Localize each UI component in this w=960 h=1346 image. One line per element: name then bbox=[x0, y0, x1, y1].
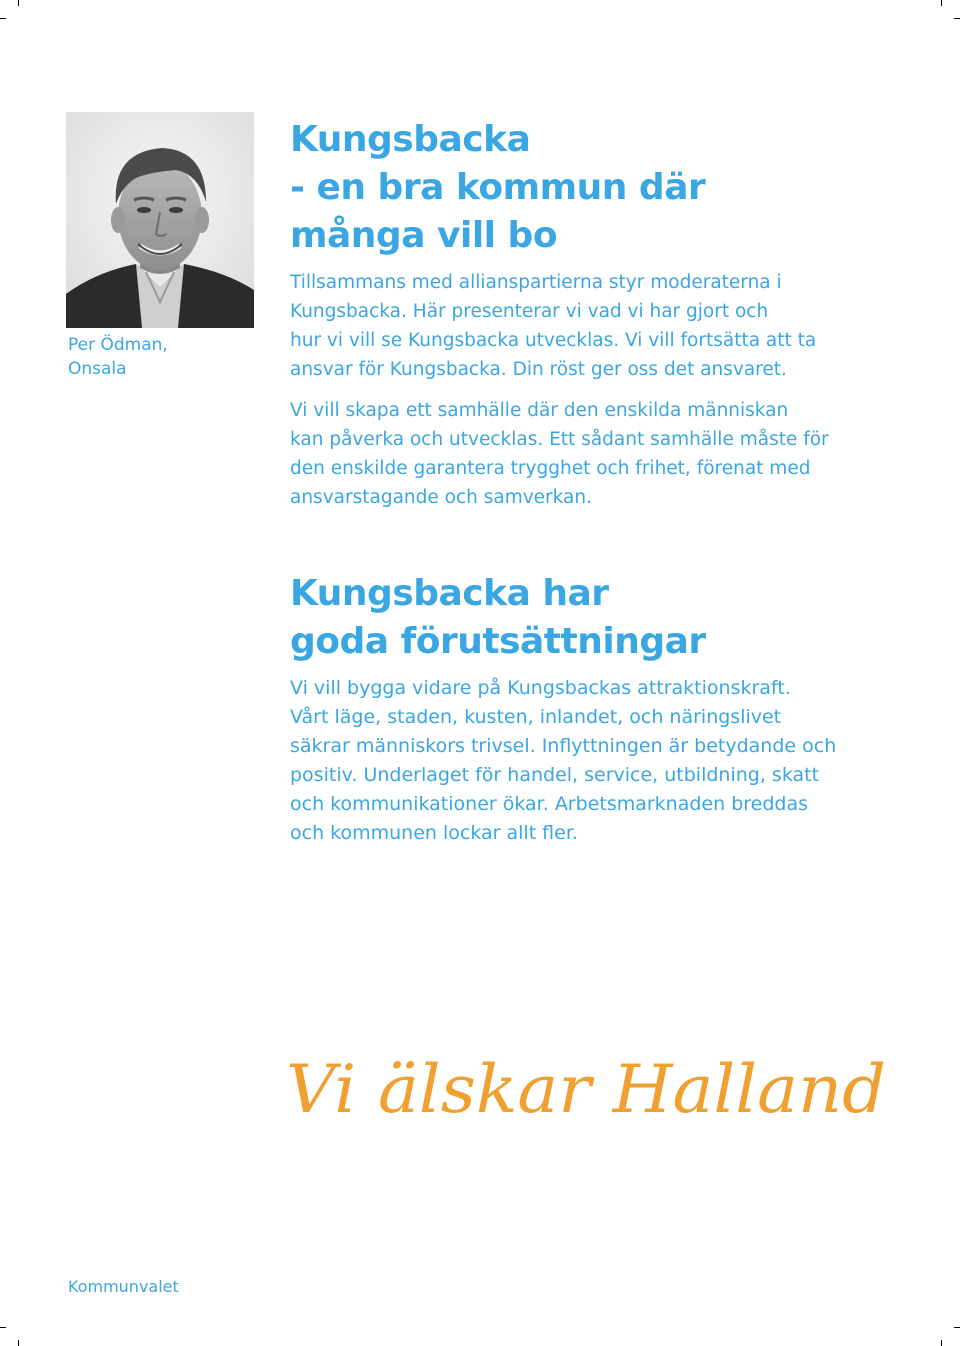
crop-mark bbox=[941, 0, 942, 6]
footer-label: Kommunvalet bbox=[68, 1277, 179, 1296]
text-line: Vårt läge, staden, kusten, inlandet, och näringslivet bbox=[290, 706, 782, 728]
heading-line: goda förutsättningar bbox=[290, 621, 706, 662]
section1-paragraph-1 bbox=[290, 268, 910, 384]
crop-mark bbox=[0, 18, 6, 19]
text-line: Tillsammans med allianspartierna styr moderaterna i bbox=[290, 272, 782, 293]
crop-mark bbox=[18, 0, 19, 6]
photo-caption bbox=[68, 333, 168, 381]
text-line: Vi vill bygga vidare på Kungsbackas attraktionskraft. bbox=[290, 677, 791, 699]
heading-line: många vill bo bbox=[290, 215, 558, 256]
section1-heading bbox=[290, 116, 705, 260]
section1-paragraph-2 bbox=[290, 396, 910, 512]
text-line: säkrar människors trivsel. Inflyttningen är betydande och bbox=[290, 735, 837, 757]
text-line: positiv. Underlaget för handel, service, utbildning, skatt bbox=[290, 764, 820, 786]
section2-heading bbox=[290, 570, 706, 666]
handwritten-slogan bbox=[280, 1030, 900, 1130]
text-line: ansvar för Kungsbacka. Din röst ger oss det ansvaret. bbox=[290, 359, 787, 380]
crop-mark bbox=[941, 1340, 942, 1346]
text-line: den enskilde garantera trygghet och frihet, förenat med bbox=[290, 458, 811, 479]
text-line: och kommunen lockar allt fler. bbox=[290, 822, 578, 844]
caption-place: Onsala bbox=[68, 359, 127, 379]
text-line: kan påverka och utvecklas. Ett sådant samhälle måste för bbox=[290, 429, 829, 450]
crop-mark bbox=[0, 1327, 6, 1328]
portrait-photo bbox=[66, 112, 254, 328]
caption-name: Per Ödman, bbox=[68, 335, 168, 355]
crop-mark bbox=[954, 1327, 960, 1328]
text-line: ansvarstagande och samverkan. bbox=[290, 487, 592, 508]
text-line: hur vi vill se Kungsbacka utvecklas. Vi vill fortsätta att ta bbox=[290, 330, 817, 351]
crop-mark bbox=[954, 18, 960, 19]
text-line: Vi vill skapa ett samhälle där den enskilda människan bbox=[290, 400, 789, 421]
text-line: och kommunikationer ökar. Arbetsmarknaden breddas bbox=[290, 793, 809, 815]
heading-line: - en bra kommun där bbox=[290, 167, 706, 208]
section2-paragraph bbox=[290, 674, 910, 848]
slogan-text: Vi älskar Halland bbox=[286, 1051, 886, 1128]
text-line: Kungsbacka. Här presenterar vi vad vi har gjort och bbox=[290, 301, 769, 322]
crop-mark bbox=[18, 1340, 19, 1346]
heading-line: Kungsbacka bbox=[290, 119, 531, 160]
heading-line: Kungsbacka har bbox=[290, 573, 609, 614]
